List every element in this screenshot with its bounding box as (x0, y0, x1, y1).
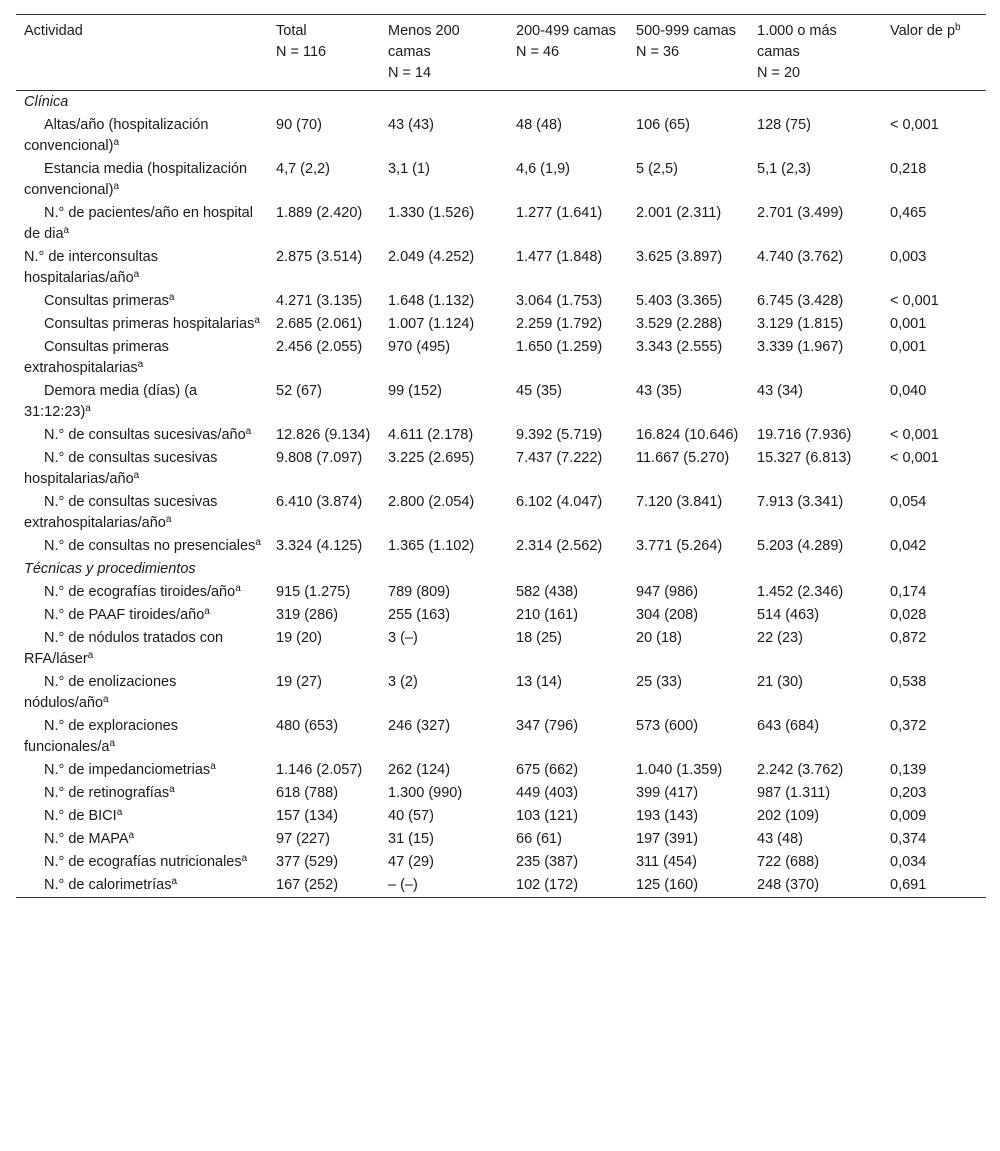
cell-p-value: 0,374 (890, 831, 927, 847)
cell-p-value: 0,040 (890, 383, 927, 399)
footnote-marker: a (113, 137, 120, 148)
cell-value: 5.403 (3.365) (636, 293, 723, 309)
cell-value: – (–) (388, 877, 418, 893)
cell-value: 311 (454) (636, 854, 697, 870)
cell-value: 5,1 (2,3) (757, 161, 811, 177)
cell-value: 6.102 (4.047) (516, 494, 603, 510)
footnote-marker: a (171, 876, 178, 887)
table-row (16, 246, 986, 290)
table-row (16, 782, 986, 805)
cell-value: 4.611 (2.178) (388, 427, 474, 443)
row-label-text: Demora media (días) (a 31:12:23) (24, 383, 198, 420)
row-label-text: N.° de retinografías (44, 785, 170, 801)
header-actividad: Actividad (24, 23, 83, 39)
footnote-marker: a (133, 470, 140, 481)
cell-value: 2.456 (2.055) (276, 339, 363, 355)
footnote-marker: a (85, 403, 91, 414)
row-label-text: Consultas primeras hospitalarias (44, 316, 255, 332)
cell-value: 262 (124) (388, 762, 451, 778)
row-label-text: N.° de PAAF tiroides/año (44, 607, 205, 623)
cell-value: 3 (2) (388, 674, 418, 690)
cell-value: 13 (14) (516, 674, 562, 690)
row-label (16, 336, 268, 380)
cell-value: 6.745 (3.428) (757, 293, 844, 309)
cell-value: 103 (121) (516, 808, 579, 824)
table-row (16, 627, 986, 671)
cell-p-value: 0,174 (890, 584, 927, 600)
cell-value: 399 (417) (636, 785, 699, 801)
cell-value: 2.001 (2.311) (636, 205, 722, 221)
cell-value: 4.740 (3.762) (757, 249, 844, 265)
cell-value: 4,6 (1,9) (516, 161, 570, 177)
cell-value: 15.327 (6.813) (757, 450, 852, 466)
cell-p-value: < 0,001 (890, 450, 939, 466)
header-menos-200: Menos 200 camas N = 14 (380, 15, 508, 91)
cell-value: 25 (33) (636, 674, 682, 690)
cell-p-value: 0,009 (890, 808, 927, 824)
footnote-marker: a (204, 606, 210, 617)
table-row (16, 158, 986, 202)
cell-value: 987 (1.311) (757, 785, 831, 801)
cell-p-value: 0,372 (890, 718, 927, 734)
cell-value: 1.146 (2.057) (276, 762, 363, 778)
cell-value: 47 (29) (388, 854, 434, 870)
cell-value: 480 (653) (276, 718, 339, 734)
row-label (16, 424, 268, 447)
section-title: Clínica (24, 94, 69, 110)
cell-value: 99 (152) (388, 383, 443, 399)
cell-value: 3.064 (1.753) (516, 293, 603, 309)
row-label (16, 158, 268, 202)
cell-value: 20 (18) (636, 630, 682, 646)
cell-value: 722 (688) (757, 854, 820, 870)
cell-value: 43 (48) (757, 831, 803, 847)
row-label (16, 447, 268, 491)
section-title: Técnicas y procedimientos (24, 561, 196, 577)
cell-value: 5.203 (4.289) (757, 538, 844, 554)
cell-value: 43 (34) (757, 383, 803, 399)
cell-value: 618 (788) (276, 785, 339, 801)
cell-value: 675 (662) (516, 762, 579, 778)
cell-value: 48 (48) (516, 117, 562, 133)
cell-value: 16.824 (10.646) (636, 427, 739, 443)
cell-p-value: 0,139 (890, 762, 927, 778)
cell-value: 2.800 (2.054) (388, 494, 475, 510)
footnote-marker: a (235, 583, 241, 594)
cell-p-value: 0,028 (890, 607, 927, 623)
cell-value: 12.826 (9.134) (276, 427, 371, 443)
cell-value: 125 (160) (636, 877, 699, 893)
cell-value: 202 (109) (757, 808, 820, 824)
cell-value: 3.529 (2.288) (636, 316, 723, 332)
row-label-text: N.° de exploraciones funcionales/a (24, 718, 178, 755)
cell-value: 377 (529) (276, 854, 339, 870)
cell-value: 7.913 (3.341) (757, 494, 844, 510)
row-label-text: N.° de consultas sucesivas hospitalarias/año (24, 450, 218, 487)
row-label (16, 874, 268, 898)
cell-value: 90 (70) (276, 117, 322, 133)
header-n: N = 36 (636, 44, 680, 60)
table-row (16, 874, 986, 898)
cell-value: 319 (286) (276, 607, 339, 623)
cell-value: 2.259 (1.792) (516, 316, 603, 332)
header-n: N = 116 (276, 44, 327, 60)
row-label (16, 828, 268, 851)
cell-value: 3 (–) (388, 630, 418, 646)
cell-value: 66 (61) (516, 831, 562, 847)
table-row (16, 671, 986, 715)
table-row (16, 424, 986, 447)
table-row (16, 491, 986, 535)
cell-value: 97 (227) (276, 831, 331, 847)
cell-value: 947 (986) (636, 584, 699, 600)
cell-value: 167 (252) (276, 877, 339, 893)
cell-value: 7.437 (7.222) (516, 450, 603, 466)
cell-p-value: 0,538 (890, 674, 927, 690)
cell-value: 11.667 (5.270) (636, 450, 730, 466)
row-label (16, 715, 268, 759)
cell-value: 1.007 (1.124) (388, 316, 475, 332)
table-row (16, 715, 986, 759)
footnote-marker: a (116, 807, 123, 818)
row-label-text: Altas/año (hospitalización convencional) (24, 117, 209, 154)
row-label (16, 313, 268, 336)
row-label (16, 671, 268, 715)
footnote-marker: a (169, 784, 175, 795)
footnote-marker: a (254, 315, 260, 326)
cell-value: 970 (495) (388, 339, 451, 355)
header-1000-mas: 1.000 o más camas N = 20 (749, 15, 882, 91)
cell-p-value: 0,872 (890, 630, 927, 646)
row-label-text: N.° de ecografías nutricionales (44, 854, 242, 870)
cell-value: 4.271 (3.135) (276, 293, 363, 309)
cell-value: 2.685 (2.061) (276, 316, 363, 332)
table-row (16, 336, 986, 380)
cell-value: 52 (67) (276, 383, 322, 399)
cell-value: 22 (23) (757, 630, 803, 646)
table-row (16, 380, 986, 424)
row-label-text: N.° de calorimetrías (44, 877, 172, 893)
table-body (16, 91, 986, 898)
cell-value: 3.339 (1.967) (757, 339, 844, 355)
cell-p-value: 0,003 (890, 249, 927, 265)
table-row (16, 581, 986, 604)
cell-value: 2.701 (3.499) (757, 205, 844, 221)
row-label-text: N.° de pacientes/año en hospital de dia (24, 205, 253, 242)
row-label (16, 380, 268, 424)
cell-value: 3.343 (2.555) (636, 339, 723, 355)
cell-p-value: 0,054 (890, 494, 927, 510)
cell-value: 40 (57) (388, 808, 434, 824)
row-label-text: N.° de consultas sucesivas/año (44, 427, 246, 443)
cell-value: 573 (600) (636, 718, 699, 734)
activity-table (16, 14, 986, 898)
footnote-marker: a (103, 694, 109, 705)
row-label-text: N.° de enolizaciones nódulos/año (24, 674, 177, 711)
table-row (16, 290, 986, 313)
cell-value: 5 (2,5) (636, 161, 678, 177)
footnote-marker: a (87, 650, 94, 661)
row-label-text: N.° de consultas sucesivas extrahospitalarias/año (24, 494, 218, 531)
table-row (16, 805, 986, 828)
cell-p-value: 0,042 (890, 538, 927, 554)
row-label (16, 604, 268, 627)
row-label (16, 246, 268, 290)
cell-value: 210 (161) (516, 607, 579, 623)
cell-value: 3.324 (4.125) (276, 538, 363, 554)
cell-value: 1.452 (2.346) (757, 584, 844, 600)
cell-value: 6.410 (3.874) (276, 494, 363, 510)
cell-value: 3.225 (2.695) (388, 450, 475, 466)
cell-value: 789 (809) (388, 584, 451, 600)
cell-value: 2.242 (3.762) (757, 762, 844, 778)
section-row (16, 91, 986, 115)
cell-value: 1.300 (990) (388, 785, 463, 801)
cell-value: 235 (387) (516, 854, 579, 870)
cell-value: 2.314 (2.562) (516, 538, 603, 554)
header-n: N = 14 (388, 65, 432, 81)
cell-value: 1.889 (2.420) (276, 205, 363, 221)
row-label (16, 627, 268, 671)
cell-value: 3,1 (1) (388, 161, 430, 177)
header-500-999: 500-999 camas N = 36 (628, 15, 749, 91)
row-label-text: N.° de interconsultas hospitalarias/año (24, 249, 158, 286)
cell-value: 102 (172) (516, 877, 579, 893)
row-label-text: N.° de nódulos tratados con RFA/láser (24, 630, 224, 667)
cell-value: 255 (163) (388, 607, 451, 623)
row-label (16, 202, 268, 246)
cell-value: 915 (1.275) (276, 584, 351, 600)
cell-value: 514 (463) (757, 607, 820, 623)
footnote-marker: a (109, 738, 116, 749)
table-row (16, 851, 986, 874)
header-total: Total N = 116 (268, 15, 380, 91)
row-label (16, 782, 268, 805)
cell-p-value: < 0,001 (890, 117, 939, 133)
cell-p-value: < 0,001 (890, 427, 939, 443)
row-label (16, 535, 268, 558)
cell-value: 45 (35) (516, 383, 562, 399)
footnote-marker: a (255, 537, 261, 548)
cell-value: 43 (43) (388, 117, 434, 133)
row-label (16, 581, 268, 604)
cell-value: 2.049 (4.252) (388, 249, 475, 265)
cell-value: 19 (27) (276, 674, 322, 690)
footnote-marker: a (245, 426, 252, 437)
cell-value: 106 (65) (636, 117, 691, 133)
header-n: N = 20 (757, 65, 801, 81)
row-label (16, 290, 268, 313)
cell-value: 43 (35) (636, 383, 682, 399)
row-label (16, 114, 268, 158)
cell-value: 18 (25) (516, 630, 562, 646)
section-row (16, 558, 986, 581)
cell-value: 9.808 (7.097) (276, 450, 363, 466)
row-label-text: N.° de ecografías tiroides/año (44, 584, 236, 600)
footnote-marker: a (241, 853, 248, 864)
footnote-marker: a (168, 292, 175, 303)
cell-p-value: 0,465 (890, 205, 927, 221)
row-label-text: N.° de BICI (44, 808, 117, 824)
cell-value: 4,7 (2,2) (276, 161, 330, 177)
row-label-text: Consultas primeras (44, 293, 169, 309)
cell-value: 248 (370) (757, 877, 820, 893)
footnote-marker: a (113, 181, 120, 192)
cell-value: 128 (75) (757, 117, 812, 133)
cell-value: 304 (208) (636, 607, 699, 623)
footnote-marker: a (137, 359, 144, 370)
cell-value: 1.650 (1.259) (516, 339, 603, 355)
cell-value: 9.392 (5.719) (516, 427, 603, 443)
cell-p-value: < 0,001 (890, 293, 939, 309)
cell-value: 2.875 (3.514) (276, 249, 363, 265)
table-row (16, 313, 986, 336)
cell-value: 7.120 (3.841) (636, 494, 723, 510)
header-valor-p: Valor de $p^b$ (890, 22, 961, 39)
cell-value: 1.330 (1.526) (388, 205, 475, 221)
cell-value: 3.771 (5.264) (636, 538, 723, 554)
table-row (16, 447, 986, 491)
cell-value: 246 (327) (388, 718, 451, 734)
cell-value: 582 (438) (516, 584, 579, 600)
table-row (16, 828, 986, 851)
cell-value: 193 (143) (636, 808, 699, 824)
footnote-marker: a (133, 269, 140, 280)
cell-p-value: 0,034 (890, 854, 927, 870)
cell-value: 31 (15) (388, 831, 434, 847)
table-header (16, 15, 986, 91)
cell-value: 1.648 (1.132) (388, 293, 475, 309)
cell-p-value: 0,001 (890, 339, 927, 355)
table-row (16, 535, 986, 558)
header-200-499: 200-499 camas N = 46 (508, 15, 628, 91)
footnote-marker: a (165, 514, 172, 525)
cell-value: 643 (684) (757, 718, 820, 734)
cell-p-value: 0,203 (890, 785, 927, 801)
cell-value: 347 (796) (516, 718, 579, 734)
row-label-text: Consultas primeras extrahospitalarias (24, 339, 169, 376)
cell-value: 1.365 (1.102) (388, 538, 475, 554)
cell-p-value: 0,218 (890, 161, 927, 177)
table-row (16, 202, 986, 246)
footnote-marker: a (128, 830, 135, 841)
header-n: N = 46 (516, 44, 560, 60)
cell-value: 19 (20) (276, 630, 322, 646)
row-label-text: N.° de impedanciometrias (44, 762, 211, 778)
cell-value: 21 (30) (757, 674, 803, 690)
row-label-text: N.° de consultas no presenciales (44, 538, 256, 554)
cell-value: 3.129 (1.815) (757, 316, 844, 332)
cell-p-value: 0,001 (890, 316, 927, 332)
cell-value: 1.477 (1.848) (516, 249, 603, 265)
footnote-marker: a (210, 761, 216, 772)
cell-value: 449 (403) (516, 785, 579, 801)
cell-value: 19.716 (7.936) (757, 427, 852, 443)
row-label (16, 805, 268, 828)
table-row (16, 114, 986, 158)
cell-value: 1.277 (1.641) (516, 205, 603, 221)
cell-value: 197 (391) (636, 831, 699, 847)
footnote-marker: a (63, 225, 70, 236)
row-label (16, 759, 268, 782)
cell-value: 157 (134) (276, 808, 339, 824)
table-row (16, 759, 986, 782)
cell-value: 3.625 (3.897) (636, 249, 723, 265)
row-label-text: Estancia media (hospitalización convencional) (24, 161, 248, 198)
row-label (16, 851, 268, 874)
table-row (16, 604, 986, 627)
cell-value: 1.040 (1.359) (636, 762, 723, 778)
cell-p-value: 0,691 (890, 877, 927, 893)
row-label-text: N.° de MAPA (44, 831, 129, 847)
row-label (16, 491, 268, 535)
